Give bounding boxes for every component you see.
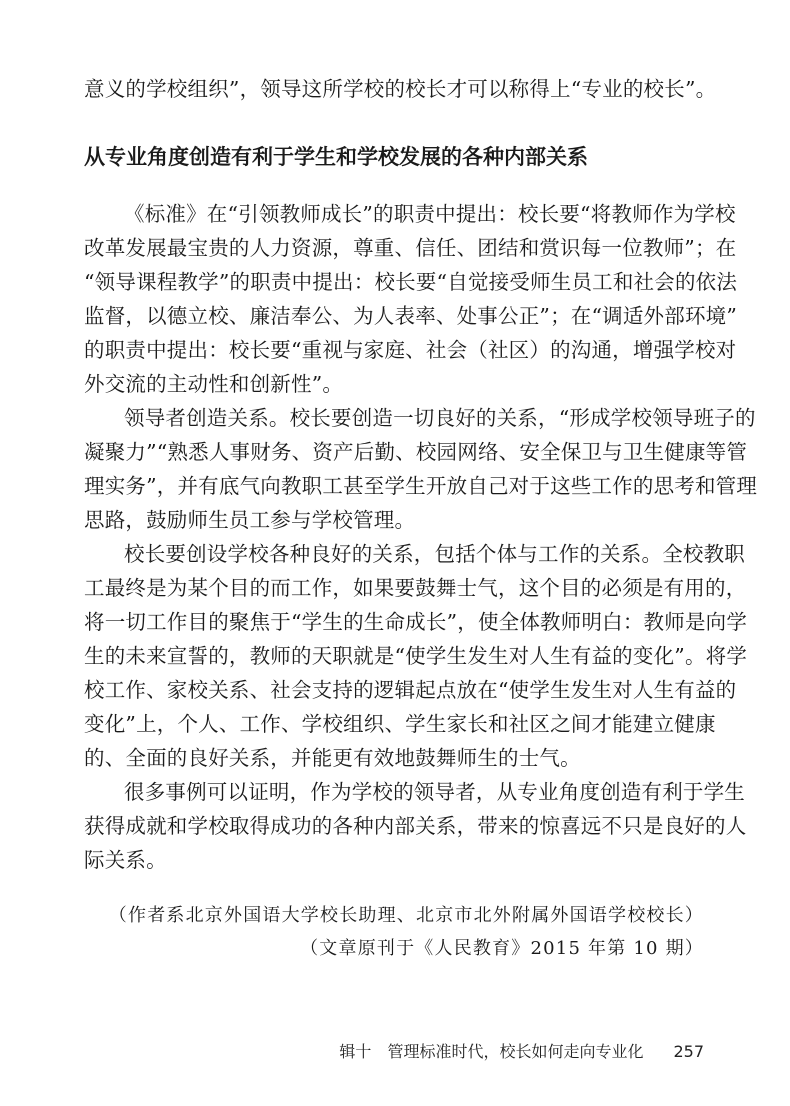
paragraph-line: 的职责中提出：校长要“重视与家庭、社会（社区）的沟通，增强学校对 [84,338,737,362]
paragraph-line: 理实务”，并有底气向教职工甚至学生开放自己对于这些工作的思考和管理 [84,474,758,498]
footer-section-label: 辑十 [339,1042,372,1061]
section-heading: 从专业角度创造有利于学生和学校发展的各种内部关系 [84,145,588,169]
paragraph-line: 改革发展最宝贵的人力资源，尊重、信任、团结和赏识每一位教师”；在 [84,236,737,260]
paragraph-line: 外交流的主动性和创新性”。 [84,372,344,396]
footer-chapter-title: 管理标准时代，校长如何走向专业化 [387,1042,644,1061]
paragraph-line: 思路，鼓励师生员工参与学校管理。 [84,508,416,532]
page-number: 257 [673,1042,704,1061]
paragraph-line: 工最终是为某个目的而工作，如果要鼓舞士气，这个目的必须是有用的， [84,576,747,600]
paragraph-line: 的、全面的良好关系，并能更有效地鼓舞师生的士气。 [84,746,581,770]
paragraph-line: 校工作、家校关系、社会支持的逻辑起点放在“使学生发生对人生有益的 [84,678,737,702]
paragraph-line: 将一切工作目的聚焦于“学生的生命成长”，使全体教师明白：教师是向学 [84,610,748,634]
paragraph-line: 凝聚力”“熟悉人事财务、资产后勤、校园网络、安全保卫与卫生健康等管 [84,440,748,464]
paragraph-line: 很多事例可以证明，作为学校的领导者，从专业角度创造有利于学生 [124,780,745,804]
author-credit: （作者系北京外国语大学校长助理、北京市北外附属外国语学校校长） [108,905,704,926]
paragraph-line: 领导者创造关系。校长要创造一切良好的关系，“形成学校领导班子的 [124,406,756,430]
paragraph-line: 生的未来宣誓的，教师的天职就是“使学生发生对人生有益的变化”。将学 [84,644,748,668]
source-credit: （文章原刊于《人民教育》2015 年第 10 期） [300,938,704,959]
paragraph-line: 监督，以德立校、廉洁奉公、为人表率、处事公正”；在“调适外部环境” [84,304,738,328]
paragraph-line: 校长要创设学校各种良好的关系，包括个体与工作的关系。全校教职 [124,542,745,566]
running-footer [339,1041,704,1063]
paragraph-line: 际关系。 [84,848,167,872]
paragraph-line: 变化”上，个人、工作、学校组织、学生家长和社区之间才能建立健康 [84,712,716,736]
continued-text-line: 意义的学校组织”，领导这所学校的校长才可以称得上“专业的校长”。 [84,77,717,101]
paragraph-line: 获得成就和学校取得成功的各种内部关系，带来的惊喜远不只是良好的人 [84,814,747,838]
paragraph-line: 《标准》在“引领教师成长”的职责中提出：校长要“将教师作为学校 [124,202,736,226]
paragraph-line: “领导课程教学”的职责中提出：校长要“自觉接受师生员工和社会的依法 [84,270,738,294]
